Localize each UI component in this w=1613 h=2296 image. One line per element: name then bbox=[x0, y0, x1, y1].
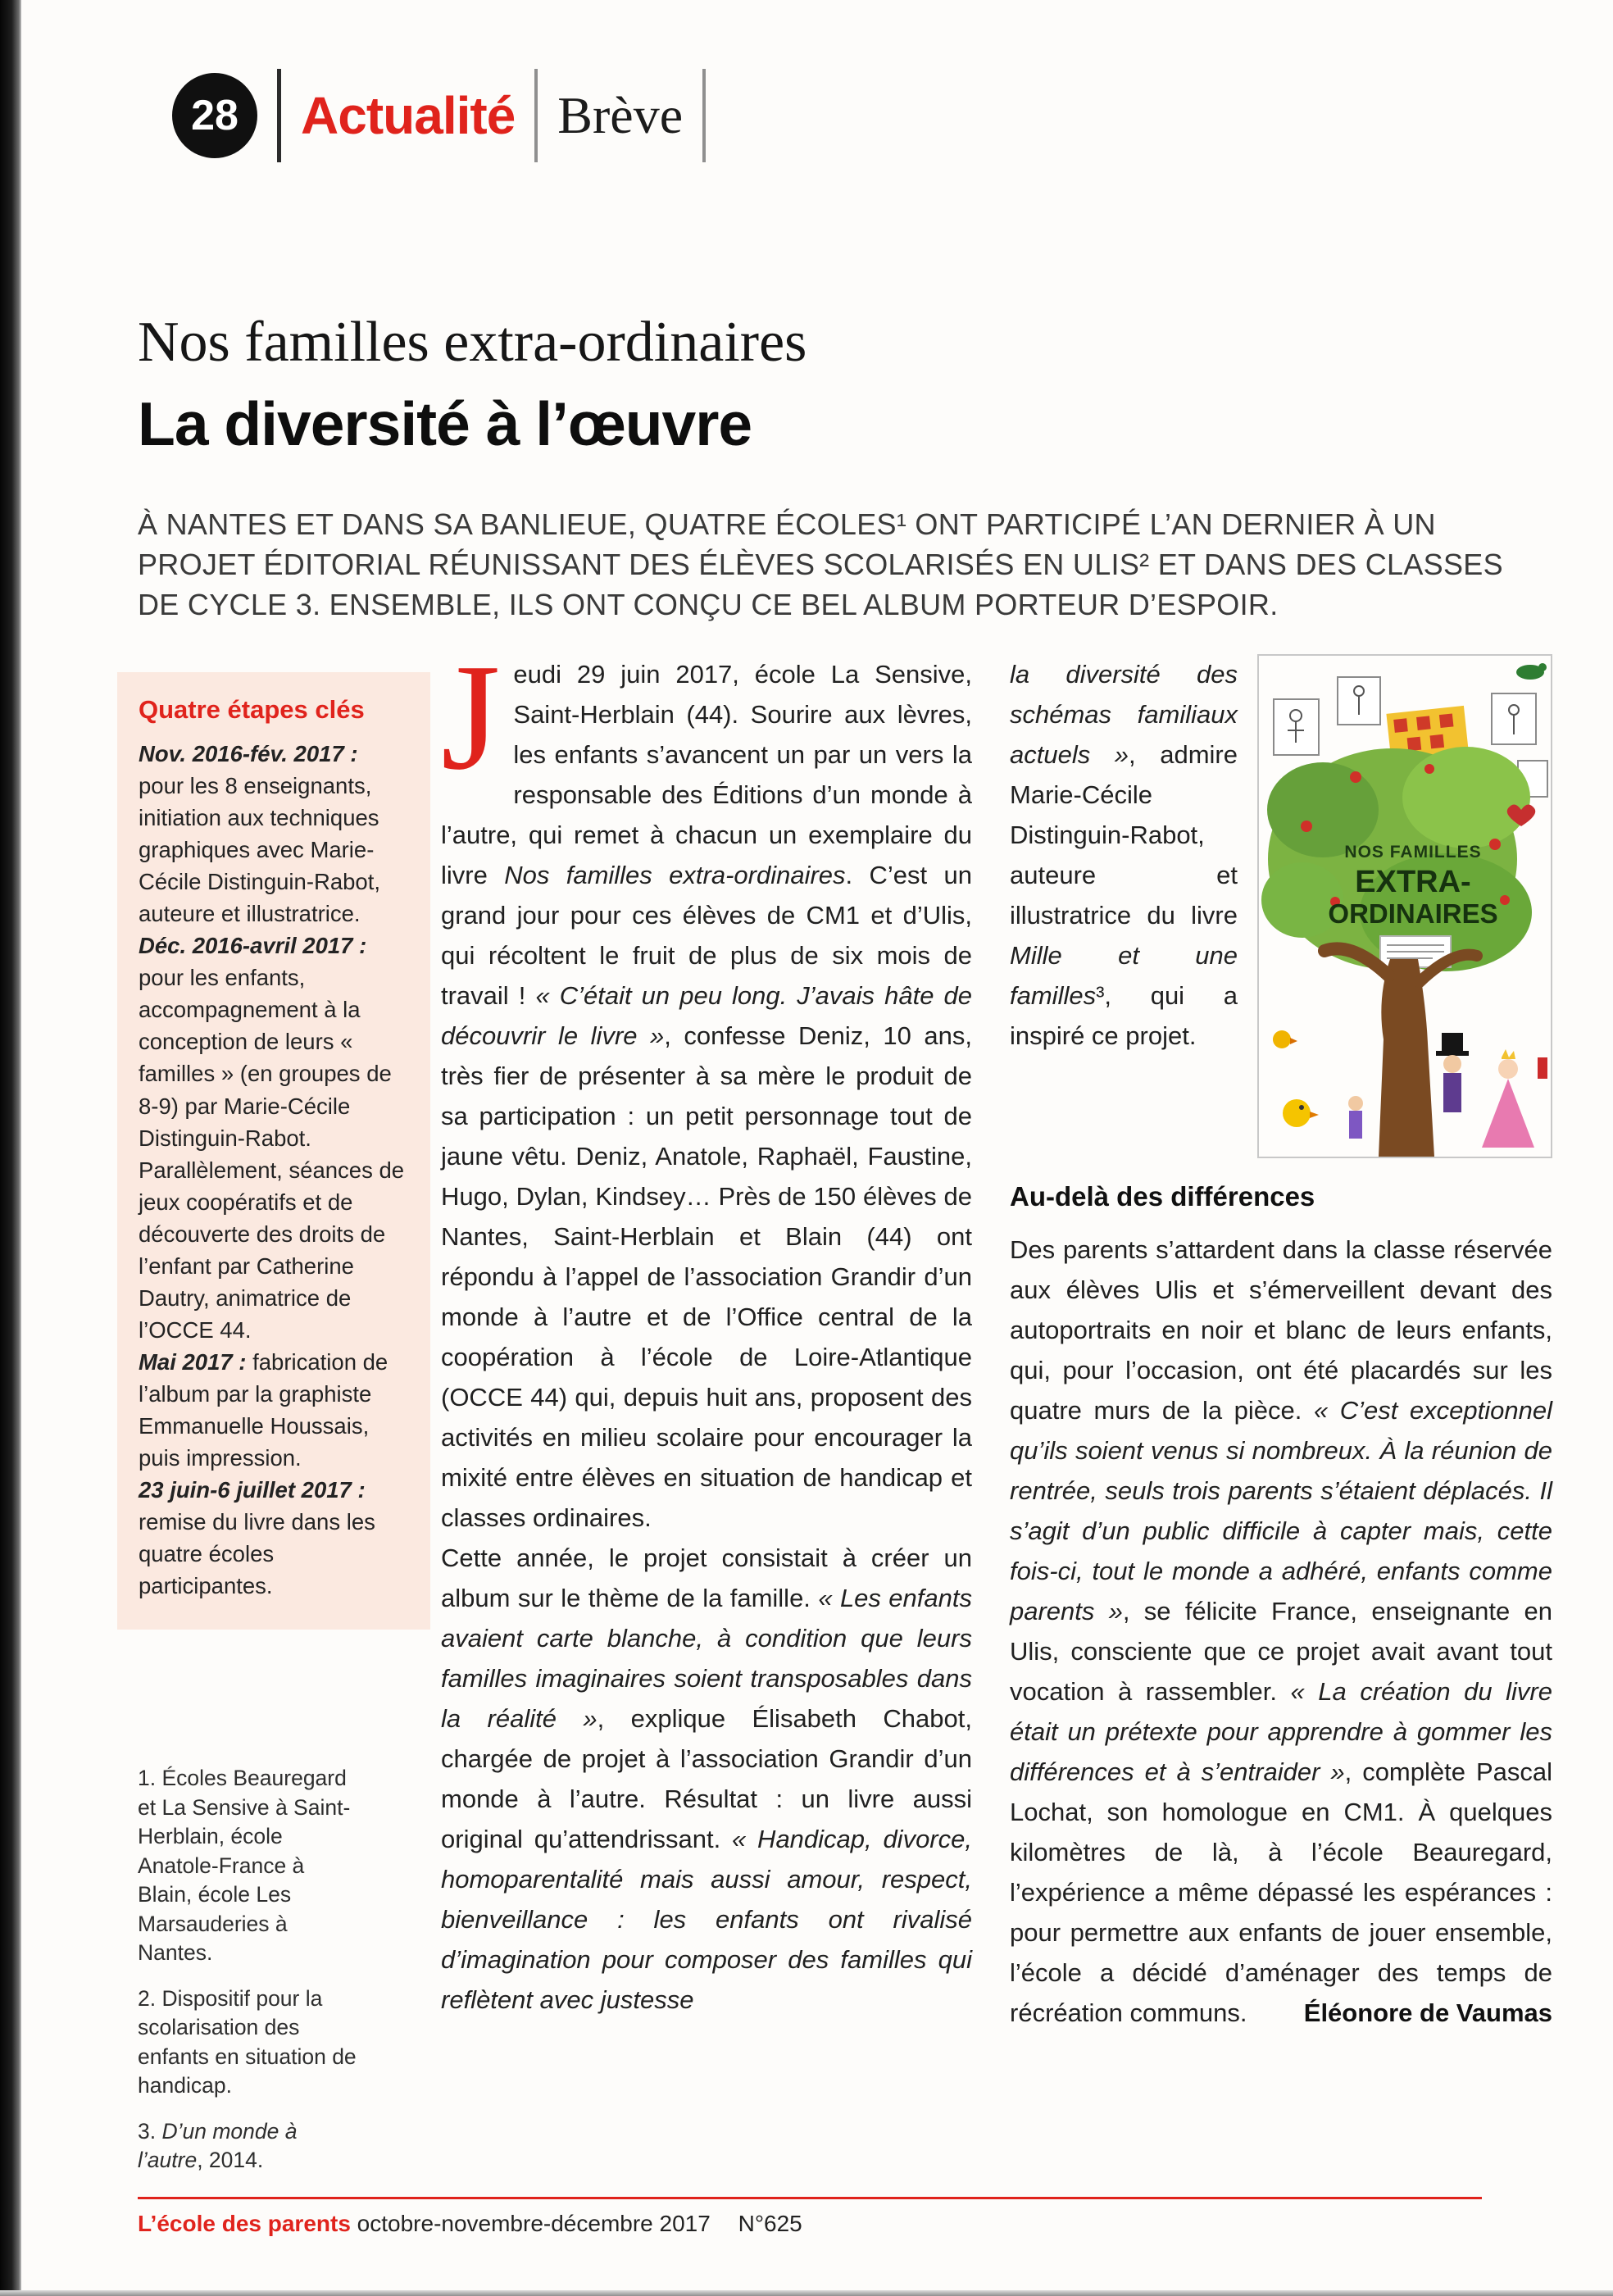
sidebar-step bbox=[139, 1474, 409, 1602]
sidebar-title: Quatre étapes clés bbox=[139, 695, 365, 724]
article-paragraph bbox=[441, 633, 972, 1538]
magazine-name: L’école des parents bbox=[138, 2211, 351, 2236]
title-block bbox=[138, 310, 1536, 625]
step-text: remise du livre dans les quatre écoles participantes. bbox=[139, 1509, 375, 1599]
page-number-badge bbox=[172, 73, 257, 158]
step-date: Mai 2017 : bbox=[139, 1348, 247, 1375]
article-paragraph-intro: la diversité des schémas familiaux actuels », admire Marie-Cécile Distinguin-Rabot, auteure et illustratrice du livre Mille et une familles³, qui a inspiré ce projet. bbox=[1010, 660, 1238, 1050]
book-cover-svg bbox=[1257, 654, 1552, 1158]
byline: Éléonore de Vaumas bbox=[1303, 1998, 1552, 2027]
step-text: pour les 8 enseignants, initiation aux techniques graphiques avec Marie-Cécile Distinguin-Rabot, auteure et illustratrice. bbox=[139, 773, 380, 927]
book-title-line3: ORDINAIRES bbox=[1328, 898, 1498, 929]
page-number: 28 bbox=[191, 92, 239, 139]
header-divider bbox=[277, 69, 281, 162]
step-date: 23 juin-6 juillet 2017 : bbox=[139, 1477, 366, 1503]
footnote: 3. D’un monde à l’autre, 2014. bbox=[138, 2118, 298, 2172]
drop-cap: J bbox=[441, 633, 501, 802]
sidebar-step bbox=[139, 738, 409, 930]
article-paragraph: Cette année, le projet consistait à créer un album sur le thème de la famille. « Les enfants avaient carte blanche, à condition que leurs familles imaginaires soient transposables dans la réalité », explique Élisabeth Chabot, chargée de projet à l’association Grandir d’un monde à l’autre. Résultat : un livre aussi original qu’attendrissant. « Handicap, divorce, homoparentalité mais aussi amour, respect, bienveillance : les enfants ont rivalisé d’imagination pour composer des familles qui reflètent avec justesse bbox=[441, 1544, 973, 2014]
article-subtitle: La diversité à l’œuvre bbox=[138, 389, 752, 458]
footnote: 1. Écoles Beauregard et La Sensive à Saint-Herblain, école Anatole-France à Blain, école Les Marsauderies à Nantes. bbox=[138, 1766, 351, 1965]
scan-edge-bottom bbox=[0, 2290, 1613, 2296]
kicker-subsection: Brève bbox=[557, 86, 684, 144]
sidebar-step bbox=[139, 930, 409, 1346]
article-paragraph: Des parents s’attardent dans la classe réservée aux élèves Ulis et s’émerveillent devant des autoportraits en noir et blanc de leurs enfants, qui, pour l’occasion, ont été placardés sur les quatre murs de la pièce. « C’est exceptionnel qu’ils soient venus si nombreux. À la réunion de rentrée, seuls trois parents s’étaient déplacés. Il s’agit d’un public difficile à capter mais, cette fois-ci, tout le monde a adhéré, enfants comme parents », se félicite France, enseignante en Ulis, consciente que ce projet avait avant tout vocation à rassembler. « La création du livre était un prétexte pour apprendre à gommer les différences et à s’entraider », complète Pascal Lochat, son homologue en CM1. À quelques kilomètres de là, à l’école Beauregard, l’expérience a même dépassé les espérances : pour permettre aux enfants de jouer ensemble, l’école a décidé d’aménager des temps de récréation communs. bbox=[1010, 1235, 1553, 2027]
page-footer bbox=[138, 2197, 1482, 2237]
article-column-middle bbox=[441, 633, 973, 2020]
book-title-line1: NOS FAMILLES bbox=[1344, 843, 1482, 862]
purple-kid bbox=[1348, 1096, 1363, 1139]
section-subhead: Au-delà des différences bbox=[1010, 1181, 1315, 1212]
header-divider bbox=[702, 69, 706, 162]
footnotes bbox=[138, 1764, 361, 2192]
step-text: pour les enfants, accompagnement à la conception de leurs « familles » (en groupes de 8-9) par Marie-Cécile Distinguin-Rabot. Parallèlement, séances de jeux coopératifs et de découverte des droits de l’enfant par Catherine Dautry, animatrice de l’OCCE 44. bbox=[139, 965, 405, 1343]
issue-number: N°625 bbox=[738, 2211, 802, 2236]
step-text: fabrication de l’album par la graphiste Emmanuelle Houssais, puis impression. bbox=[139, 1348, 388, 1471]
book-cover-illustration bbox=[1257, 654, 1552, 1158]
article-column-right bbox=[1010, 654, 1552, 2033]
paragraph-text: eudi 29 juin 2017, école La Sensive, Saint-Herblain (44). Sourire aux lèvres, les enfants s’avancent un par un vers la responsable des Éditions d’un monde à l’autre, qui remet à chacun un exemplaire du livre Nos familles extra-ordinaires. C’est un grand jour pour ces élèves de CM1 et d’Ulis, qui récoltent le fruit de plus de six mois de travail ! « C’était un peu long. J’avais hâte de découvrir le livre », confesse Deniz, 10 ans, très fier de présenter à sa mère le produit de sa participation : un petit personnage tout de jaune vêtu. Deniz, Anatole, Raphaël, Faustine, Hugo, Dylan, Kindsey… Près de 150 élèves de Nantes, Saint-Herblain et Blain (44) ont répondu à l’appel de l’association Grandir d’un monde à l’autre et de l’Office central de la coopération à l’école de Loire-Atlantique (OCCE 44) qui, depuis huit ans, proposent des activités en milieu scolaire pour encourager la mixité entre élèves en situation de handicap et classes ordinaires. bbox=[441, 660, 972, 1532]
header-divider bbox=[534, 69, 538, 162]
scan-edge-left bbox=[0, 0, 21, 2296]
red-figure bbox=[1538, 1057, 1547, 1079]
page-header bbox=[172, 69, 706, 162]
step-date: Nov. 2016-fév. 2017 : bbox=[139, 741, 358, 766]
step-date: Déc. 2016-avril 2017 : bbox=[139, 933, 367, 959]
footer-rule bbox=[138, 2197, 1482, 2199]
standfirst: À NANTES ET DANS SA BANLIEUE, QUATRE ÉCOLES¹ ONT PARTICIPÉ L’AN DERNIER À UN PROJET ÉDITORIAL RÉUNISSANT DES ÉLÈVES SCOLARISÉS EN ULIS² ET DANS DES CLASSES DE CYCLE 3. ENSEMBLE, ILS ONT CONÇU CE BEL ALBUM PORTEUR D’ESPOIR. bbox=[138, 507, 1503, 621]
kicker-section: Actualité bbox=[301, 86, 516, 145]
sidebar-key-steps bbox=[117, 672, 430, 1630]
issue-date: octobre-novembre-décembre 2017 bbox=[357, 2211, 711, 2236]
sidebar-step bbox=[139, 1346, 409, 1474]
article-title: Nos familles extra-ordinaires bbox=[138, 311, 807, 374]
footer-text bbox=[138, 2211, 1482, 2237]
book-title-line2: EXTRA- bbox=[1355, 865, 1471, 899]
footnote: 2. Dispositif pour la scolarisation des enfants en situation de handicap. bbox=[138, 1985, 357, 2098]
